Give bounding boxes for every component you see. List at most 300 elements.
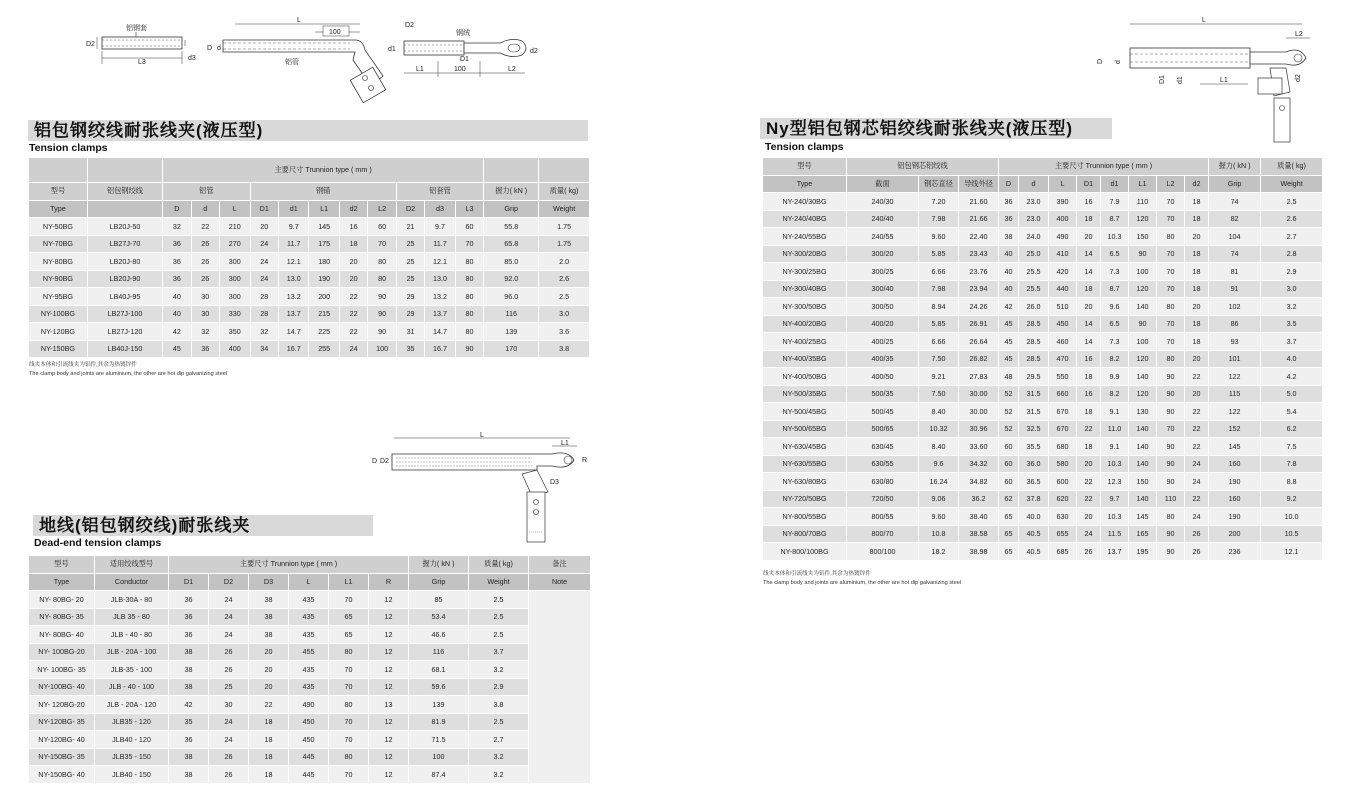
table-cell: 10.3 <box>1101 455 1129 473</box>
table-cell: 80 <box>455 270 484 288</box>
outer-diameter-header: 导线外径 <box>959 175 999 193</box>
table-cell: 42 <box>999 298 1019 316</box>
grip-cn-header: 握力( kN ) <box>1209 158 1261 176</box>
table-cell: 20 <box>339 253 367 271</box>
table-cell: 8.7 <box>1101 280 1129 298</box>
col-header-l2: L2 <box>1157 175 1185 193</box>
svg-text:D2: D2 <box>86 41 95 48</box>
table-cell: 18.2 <box>919 543 959 561</box>
table-cell: 18 <box>1185 193 1209 211</box>
table-cell: 435 <box>289 608 329 626</box>
table-cell: 18 <box>1077 403 1101 421</box>
table-cell: 2.5 <box>539 288 590 306</box>
table-cell: 70 <box>455 235 484 253</box>
table-cell: 670 <box>1049 420 1077 438</box>
note-en-header: Note <box>529 573 591 591</box>
table-cell: 30.00 <box>959 403 999 421</box>
table-cell: 80 <box>1157 228 1185 246</box>
table-row <box>763 210 1323 228</box>
table-cell: 48 <box>999 368 1019 386</box>
table-cell: LB27J-100 <box>87 305 162 323</box>
table-cell: 90 <box>1129 245 1157 263</box>
table-cell: 102 <box>1209 298 1261 316</box>
table-cell: JLB-35 - 100 <box>95 661 169 679</box>
table-cell: NY-50BG <box>29 218 88 236</box>
col-header-d1: D1 <box>169 573 209 591</box>
table-cell: 3.2 <box>469 766 529 784</box>
table-cell: 24 <box>209 626 249 644</box>
table-cell: 720/50 <box>847 490 919 508</box>
table-cell: 12 <box>369 678 409 696</box>
svg-text:d2: d2 <box>1295 74 1302 82</box>
table-cell: 12 <box>369 626 409 644</box>
table-cell: NY-100BG <box>29 305 88 323</box>
table-cell: 90 <box>368 323 396 341</box>
svg-text:d1: d1 <box>1177 76 1184 84</box>
table-cell: 62 <box>999 490 1019 508</box>
table-cell: 660 <box>1049 385 1077 403</box>
table-cell: 12 <box>369 643 409 661</box>
table-cell: 90 <box>455 340 484 358</box>
table-cell: 5.4 <box>1261 403 1323 421</box>
table-row <box>763 490 1323 508</box>
table-cell: 36 <box>999 193 1019 211</box>
table-cell: 8.94 <box>919 298 959 316</box>
svg-text:d: d <box>1115 60 1122 64</box>
table-cell: 7.8 <box>1261 455 1323 473</box>
table-cell: 90 <box>1157 543 1185 561</box>
table-cell: 2.5 <box>469 591 529 609</box>
table-cell: 3.7 <box>469 643 529 661</box>
table-cell: 2.5 <box>469 626 529 644</box>
table-cell: 45 <box>163 340 191 358</box>
table-cell: 18 <box>339 235 367 253</box>
table-row <box>29 731 591 749</box>
table-cell: JLB - 20A - 120 <box>95 696 169 714</box>
table-cell: NY-400/35BG <box>763 350 847 368</box>
table-cell: NY-300/25BG <box>763 263 847 281</box>
table-cell: 80 <box>455 288 484 306</box>
table-cell: NY-500/35BG <box>763 385 847 403</box>
table-cell: 11.7 <box>278 235 308 253</box>
table-cell: 9.2 <box>1261 490 1323 508</box>
table-cell: 80 <box>1157 508 1185 526</box>
table-cell: 36 <box>169 731 209 749</box>
table-cell: 390 <box>1049 193 1077 211</box>
col-header-l1: L1 <box>329 573 369 591</box>
table-cell: 145 <box>309 218 339 236</box>
core-diameter-header: 钢芯直径 <box>919 175 959 193</box>
table-cell: 22.40 <box>959 228 999 246</box>
svg-text:L1: L1 <box>561 440 569 447</box>
table-cell: NY-300/20BG <box>763 245 847 263</box>
table-cell: 16 <box>339 218 367 236</box>
table-cell: NY-300/50BG <box>763 298 847 316</box>
table-cell: 24 <box>209 608 249 626</box>
table-cell: 165 <box>1129 525 1157 543</box>
section2-title-bar <box>33 515 373 536</box>
table-cell: 24 <box>1185 473 1209 491</box>
table-cell: 16 <box>1077 350 1101 368</box>
table-cell: 685 <box>1049 543 1077 561</box>
table-cell: 6.5 <box>1101 245 1129 263</box>
table-cell: 38 <box>169 643 209 661</box>
table-cell: 36 <box>169 591 209 609</box>
table-cell: 5.0 <box>1261 385 1323 403</box>
table-cell: 80 <box>455 305 484 323</box>
table-cell: NY-800/55BG <box>763 508 847 526</box>
table-cell: 620 <box>1049 490 1077 508</box>
svg-text:钢绒: 钢绒 <box>456 30 470 37</box>
table-cell: 630/45 <box>847 438 919 456</box>
table-cell: 7.5 <box>1261 438 1323 456</box>
table-cell: LB27J-120 <box>87 323 162 341</box>
table-cell: 100 <box>1129 333 1157 351</box>
table-cell: 80 <box>329 696 369 714</box>
table-cell: 11.5 <box>1101 525 1129 543</box>
table-row <box>29 270 590 288</box>
table-cell: 9.21 <box>919 368 959 386</box>
table-cell: 16 <box>1077 385 1101 403</box>
table-cell: 23.0 <box>1019 210 1049 228</box>
table-cell: 53.4 <box>409 608 469 626</box>
dead-end-clamps-table <box>28 555 591 784</box>
col-header-l2: L2 <box>368 200 396 218</box>
col-header-d1: d1 <box>1101 175 1129 193</box>
table-cell: NY-300/40BG <box>763 280 847 298</box>
table-cell: 87.4 <box>409 766 469 784</box>
table-cell: 140 <box>1129 298 1157 316</box>
table-cell: JLB40 - 150 <box>95 766 169 784</box>
table-cell: 116 <box>484 305 539 323</box>
table-cell: 500/35 <box>847 385 919 403</box>
table-cell: 10.3 <box>1101 508 1129 526</box>
table-cell: 26 <box>209 766 249 784</box>
table-cell: 116 <box>409 643 469 661</box>
table-cell: 2.6 <box>539 270 590 288</box>
table-cell: JLB35 - 150 <box>95 748 169 766</box>
table-cell: 7.98 <box>919 280 959 298</box>
table-cell: 30 <box>209 696 249 714</box>
col-header-d2: D2 <box>396 200 424 218</box>
weight-en-header: Weight <box>469 573 529 591</box>
table-cell: 500/45 <box>847 403 919 421</box>
table-cell: 32 <box>163 218 191 236</box>
table-cell: 7.3 <box>1101 263 1129 281</box>
table-cell: 82 <box>1209 210 1261 228</box>
svg-text:d2: d2 <box>530 48 538 55</box>
table-row <box>763 368 1323 386</box>
table-cell: 26.91 <box>959 315 999 333</box>
table-cell: 110 <box>1157 490 1185 508</box>
table-cell: 26.82 <box>959 350 999 368</box>
table-cell: 350 <box>220 323 250 341</box>
section1-subtitle: Tension clamps <box>29 142 108 154</box>
table-row <box>763 385 1323 403</box>
table-cell: 9.9 <box>1101 368 1129 386</box>
table-row <box>763 298 1323 316</box>
table-row <box>763 455 1323 473</box>
table-cell: NY-240/30BG <box>763 193 847 211</box>
table-cell: 65 <box>999 525 1019 543</box>
table-cell: NY-120BG <box>29 323 88 341</box>
table-cell: 20 <box>1185 350 1209 368</box>
table-cell: 12.1 <box>278 253 308 271</box>
table-cell: NY- 120BG-20 <box>29 696 95 714</box>
table-cell: 12 <box>369 661 409 679</box>
table-cell: NY-150BG- 35 <box>29 748 95 766</box>
table-cell: 38.40 <box>959 508 999 526</box>
table-cell: 450 <box>289 731 329 749</box>
table-cell: 410 <box>1049 245 1077 263</box>
table-cell: 40 <box>163 288 191 306</box>
table-cell: NY-120BG- 40 <box>29 731 95 749</box>
table-cell: JLB40 - 120 <box>95 731 169 749</box>
table-cell: 38 <box>999 228 1019 246</box>
table-cell: 80 <box>329 748 369 766</box>
table-cell: 20 <box>249 678 289 696</box>
table-cell: 13.0 <box>278 270 308 288</box>
table-cell: 22 <box>249 696 289 714</box>
table-cell: 36 <box>169 626 209 644</box>
table-cell: 80 <box>1157 298 1185 316</box>
table-cell: 45 <box>999 333 1019 351</box>
type-cn-header: 型号 <box>29 556 95 574</box>
table-cell: 600 <box>1049 473 1077 491</box>
table-cell: LB40J-150 <box>87 340 162 358</box>
table-cell: 70 <box>329 766 369 784</box>
table-cell: 34.82 <box>959 473 999 491</box>
table-cell: NY-500/45BG <box>763 403 847 421</box>
table-cell: LB20J-50 <box>87 218 162 236</box>
table-cell: 86 <box>1209 315 1261 333</box>
table-cell: 400 <box>220 340 250 358</box>
table-cell: 24 <box>209 591 249 609</box>
table-cell: 65 <box>999 508 1019 526</box>
table-cell: 38 <box>169 766 209 784</box>
sleeve-diagram <box>80 20 200 70</box>
table-cell: 55.8 <box>484 218 539 236</box>
table-cell: 32 <box>250 323 278 341</box>
table-cell: NY-150BG- 40 <box>29 766 95 784</box>
table-cell: 12 <box>369 713 409 731</box>
table-cell: 14 <box>1077 333 1101 351</box>
table-cell: 38 <box>249 626 289 644</box>
table-cell: 12.1 <box>1261 543 1323 561</box>
table-cell: 24.26 <box>959 298 999 316</box>
main-dims-header: 主要尺寸 Trunnion type ( mm ) <box>169 556 409 574</box>
table-row <box>29 661 591 679</box>
grip-cn-header: 握力( kN ) <box>484 183 539 201</box>
table-cell: 80 <box>368 270 396 288</box>
table-cell: LB27J-70 <box>87 235 162 253</box>
table-cell: 12 <box>369 748 409 766</box>
table-cell: 400/25 <box>847 333 919 351</box>
table-cell: 9.6 <box>919 455 959 473</box>
table-cell: 65.8 <box>484 235 539 253</box>
table-cell: 24 <box>1185 508 1209 526</box>
table-cell: 2.7 <box>469 731 529 749</box>
table-cell: 455 <box>289 643 329 661</box>
table-cell: 140 <box>1129 490 1157 508</box>
svg-text:L1: L1 <box>1220 77 1228 84</box>
table-cell: 31.5 <box>1019 403 1049 421</box>
table-cell: 22 <box>1185 420 1209 438</box>
table-cell: 240/30 <box>847 193 919 211</box>
svg-text:L2: L2 <box>508 66 516 73</box>
table-cell: 20 <box>1077 455 1101 473</box>
table-cell: 14 <box>1077 245 1101 263</box>
table-cell: 7.20 <box>919 193 959 211</box>
table-cell: 18 <box>249 766 289 784</box>
table-cell: 70 <box>1157 420 1185 438</box>
table-cell: 435 <box>289 661 329 679</box>
table-cell: 300 <box>220 270 250 288</box>
weight-en-header: Weight <box>539 200 590 218</box>
table-cell: 13 <box>369 696 409 714</box>
table-cell: 140 <box>1129 420 1157 438</box>
table-cell: 42 <box>169 696 209 714</box>
anchor-header: 钢锚 <box>250 183 396 201</box>
table-cell: 490 <box>289 696 329 714</box>
table-cell: 24 <box>250 253 278 271</box>
table-cell: 26 <box>191 270 219 288</box>
table-cell: 9.7 <box>1101 490 1129 508</box>
table-cell: 24 <box>1185 455 1209 473</box>
table-cell: NY-720/50BG <box>763 490 847 508</box>
table-cell: 96.0 <box>484 288 539 306</box>
table-cell: 460 <box>1049 333 1077 351</box>
table-cell: 21.66 <box>959 210 999 228</box>
table-cell: 13.7 <box>278 305 308 323</box>
table-cell: 29 <box>396 305 424 323</box>
table-row <box>763 245 1323 263</box>
table-cell: 470 <box>1049 350 1077 368</box>
table-cell: 74 <box>1209 245 1261 263</box>
table-cell: 2.5 <box>469 713 529 731</box>
table-row <box>763 403 1323 421</box>
table-cell: 52 <box>999 385 1019 403</box>
svg-text:D: D <box>1097 58 1104 64</box>
note-cn-header: 备注 <box>529 556 591 574</box>
table-row <box>763 420 1323 438</box>
table-row <box>763 193 1323 211</box>
table-cell: 200 <box>309 288 339 306</box>
table-cell: 450 <box>289 713 329 731</box>
table-cell: 20 <box>1185 228 1209 246</box>
table-cell: 195 <box>1129 543 1157 561</box>
table-cell: 2.5 <box>1261 193 1323 211</box>
grip-en-header: Grip <box>409 573 469 591</box>
table-cell: 59.6 <box>409 678 469 696</box>
table-cell: 145 <box>1209 438 1261 456</box>
table-cell: 81 <box>1209 263 1261 281</box>
table-cell: 300 <box>220 253 250 271</box>
table-cell: 445 <box>289 766 329 784</box>
col-header-r: R <box>369 573 409 591</box>
table-cell: 90 <box>1157 368 1185 386</box>
table-cell: JLB35 - 120 <box>95 713 169 731</box>
table-cell: 85.0 <box>484 253 539 271</box>
table-cell: 3.8 <box>469 696 529 714</box>
grip-cn-header: 握力( kN ) <box>409 556 469 574</box>
section2-title: 地线(铝包钢绞线)耐张线夹 <box>39 516 251 535</box>
table-row <box>763 315 1323 333</box>
table-cell: 42 <box>163 323 191 341</box>
table-cell: 40 <box>999 245 1019 263</box>
table-cell: 24 <box>1077 525 1101 543</box>
table-cell: 1.75 <box>539 235 590 253</box>
weight-cn-header: 质量( kg) <box>1261 158 1323 176</box>
table-cell: 16.24 <box>919 473 959 491</box>
table-cell: 5.85 <box>919 315 959 333</box>
table-cell: 9.6 <box>1101 298 1129 316</box>
section1-footnote <box>29 361 227 379</box>
table-cell: 500/65 <box>847 420 919 438</box>
col-header-d: d <box>1019 175 1049 193</box>
table-cell: 22 <box>1185 368 1209 386</box>
table-cell: 300/25 <box>847 263 919 281</box>
table-cell: 80 <box>368 253 396 271</box>
conductor-cn-header: 适用绞线型号 <box>95 556 169 574</box>
table-cell: 36.5 <box>1019 473 1049 491</box>
grip-en-header: Grip <box>484 200 539 218</box>
table-cell: 630/55 <box>847 455 919 473</box>
table-cell: 139 <box>484 323 539 341</box>
col-header-l3: L3 <box>455 200 484 218</box>
table-cell: 190 <box>1209 473 1261 491</box>
table-cell: 25 <box>396 235 424 253</box>
footnote-cn: 线夹本体和引流线夹为铝件,其余为热镀锌件 <box>763 571 871 577</box>
table-cell: 91 <box>1209 280 1261 298</box>
weight-cn-header: 质量( kg) <box>469 556 529 574</box>
table-cell: 115 <box>1209 385 1261 403</box>
svg-text:R: R <box>582 457 588 464</box>
table-cell: 9.60 <box>919 228 959 246</box>
table-cell: 450 <box>1049 315 1077 333</box>
col-header-l1: L1 <box>1129 175 1157 193</box>
table-cell: NY-630/80BG <box>763 473 847 491</box>
table-cell: 2.9 <box>1261 263 1323 281</box>
table-cell: 26 <box>209 643 249 661</box>
table-cell: 2.8 <box>1261 245 1323 263</box>
table-cell: 580 <box>1049 455 1077 473</box>
table-cell: 215 <box>309 305 339 323</box>
table-cell: 160 <box>1209 455 1261 473</box>
table-cell: 22 <box>1185 403 1209 421</box>
table-cell: 330 <box>220 305 250 323</box>
table-cell: 70 <box>1157 193 1185 211</box>
table-cell: 10.5 <box>1261 525 1323 543</box>
table-cell: 225 <box>309 323 339 341</box>
table-cell: 30.96 <box>959 420 999 438</box>
table-cell: 70 <box>1157 245 1185 263</box>
table-cell: 170 <box>484 340 539 358</box>
footnote-cn: 线夹本体和引流线夹为铝件,其余为热镀锌件 <box>29 362 137 368</box>
table-cell: NY-500/65BG <box>763 420 847 438</box>
table-cell: 24 <box>250 235 278 253</box>
table-cell: 22 <box>339 305 367 323</box>
table-cell: NY-70BG <box>29 235 88 253</box>
table-cell: 8.2 <box>1101 350 1129 368</box>
table-cell: 550 <box>1049 368 1077 386</box>
table-cell: 23.0 <box>1019 193 1049 211</box>
table-cell: NY- 100BG- 35 <box>29 661 95 679</box>
table-cell: 29.5 <box>1019 368 1049 386</box>
table-cell: 7.3 <box>1101 333 1129 351</box>
type-cn-header: 型号 <box>763 158 847 176</box>
table-cell: 3.2 <box>469 661 529 679</box>
